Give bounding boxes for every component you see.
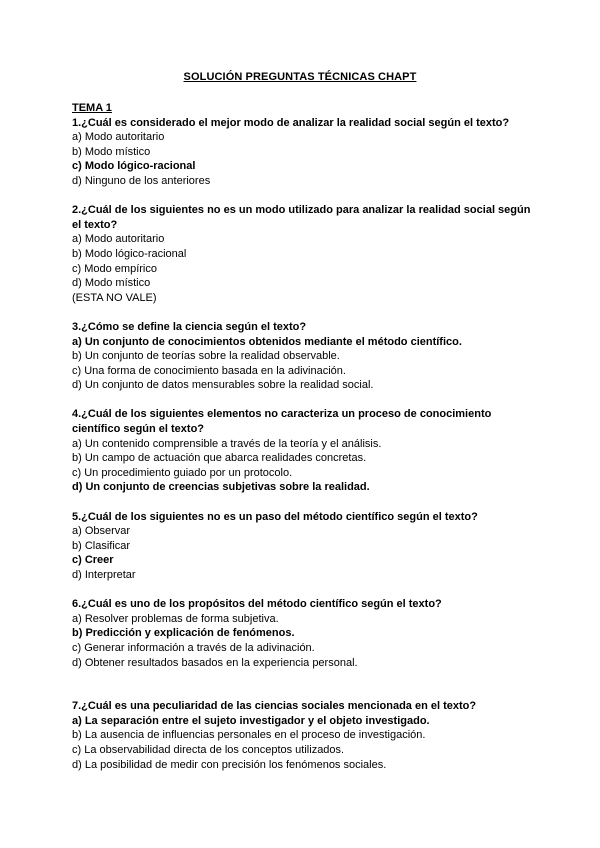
question-3 [72,320,532,393]
answer-option: b) Modo místico [72,145,151,158]
answer-option: d) Un conjunto de datos mensurables sobre la realidad social. [72,379,374,392]
answer-option: a) Un contenido comprensible a través de la teoría y el análisis. [72,437,382,450]
answer-option: a) Resolver problemas de forma subjetiva. [72,612,279,625]
question-7 [72,699,532,772]
answer-option: b) Un conjunto de teorías sobre la realidad observable. [72,350,340,363]
correct-answer-option: d) Un conjunto de creencias subjetivas sobre la realidad. [72,481,370,494]
answer-option: d) Interpretar [72,569,136,581]
answer-option: a) Modo autoritario [72,131,165,144]
answer-option: c) Modo empírico [72,262,157,275]
answer-option: d) Obtener resultados basados en la experiencia personal. [72,656,358,669]
answer-option: c) Generar información a través de la adivinación. [72,641,315,654]
question-5 [72,510,532,583]
section-heading: TEMA 1 [72,102,112,114]
answer-option: b) Un campo de actuación que abarca realidades concretas. [72,452,367,465]
answer-option: c) La observabilidad directa de los conceptos utilizados. [72,743,345,756]
correct-answer-option: c) Creer [72,554,114,567]
question-2 [72,203,532,305]
correct-answer-option: a) La separación entre el sujeto investigador y el objeto investigado. [72,714,430,727]
question-1 [72,116,532,189]
answer-option: a) Observar [72,525,131,538]
answer-option: b) La ausencia de influencias personales en el proceso de investigación. [72,729,426,742]
answer-option: a) Modo autoritario [72,233,165,246]
question-text: 3.¿Cómo se define la ciencia según el texto? [72,320,307,333]
document-title: SOLUCIÓN PREGUNTAS TÉCNICAS CHAPT [183,71,417,83]
answer-option: b) Clasificar [72,539,131,552]
question-text: 7.¿Cuál es una peculiaridad de las ciencias sociales mencionada en el texto? [72,700,477,713]
answer-option: d) Modo místico [72,277,151,290]
answer-option: b) Modo lógico-racional [72,247,187,260]
answer-option: c) Un procedimiento guiado por un protocolo. [72,466,293,479]
answer-option: d) Ninguno de los anteriores [72,174,211,187]
answer-option: c) Una forma de conocimiento basada en la adivinación. [72,364,346,377]
question-text: 1.¿Cuál es considerado el mejor modo de analizar la realidad social según el texto? [72,116,510,129]
correct-answer-option: c) Modo lógico-racional [72,160,196,173]
correct-answer-option: b) Predicción y explicación de fenómenos. [72,627,295,640]
question-text: 6.¿Cuál es uno de los propósitos del método científico según el texto? [72,598,442,611]
question-4 [72,407,532,495]
document-body [72,101,532,787]
question-text: 4.¿Cuál de los siguientes elementos no caracteriza un proceso de conocimiento científico según el texto? [72,408,492,436]
question-text: 2.¿Cuál de los siguientes no es un modo utilizado para analizar la realidad social según el texto? [72,204,531,231]
question-6 [72,597,532,670]
answer-note: (ESTA NO VALE) [72,291,157,304]
correct-answer-option: a) Un conjunto de conocimientos obtenidos mediante el método científico. [72,335,462,348]
question-text: 5.¿Cuál de los siguientes no es un paso del método científico según el texto? [72,510,478,523]
answer-option: d) La posibilidad de medir con precisión los fenómenos sociales. [72,758,387,771]
